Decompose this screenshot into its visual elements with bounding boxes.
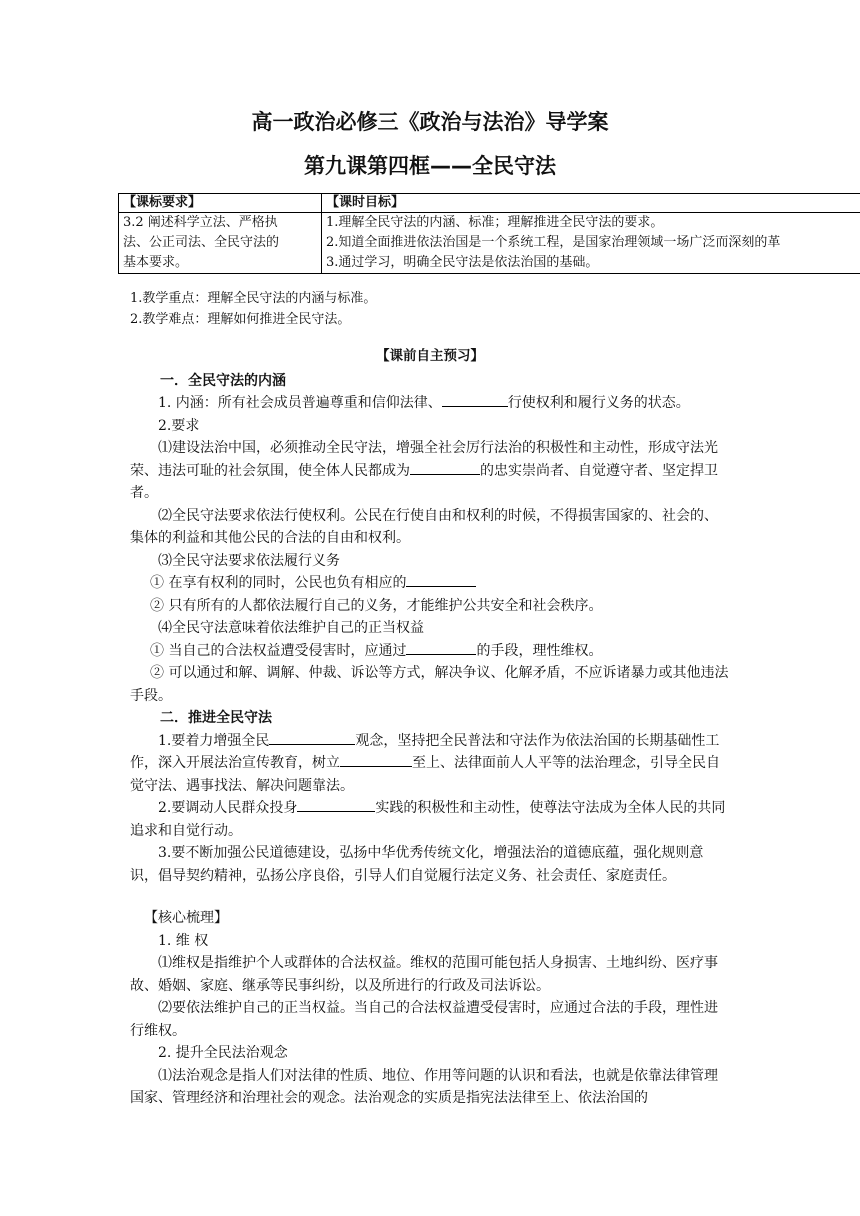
paragraph: ① 在享有权利的同时，公民也负有相应的	[130, 572, 730, 595]
paragraph: ② 只有所有的人都依法履行自己的义务，才能维护公共安全和社会秩序。	[150, 597, 603, 614]
paragraph: 1. 维 权	[158, 932, 209, 949]
fill-blank[interactable]	[340, 752, 412, 767]
paragraph: ⑵全民守法要求依法行使权利。公民在行使自由和权利的时候，不得损害国家的、社会的、集体的利益和其他公民的合法的自由和权利。	[130, 507, 718, 546]
preview-heading: 【课前自主预习】	[376, 348, 484, 364]
fill-blank[interactable]	[410, 460, 480, 475]
standards-header: 【课标要求】	[119, 194, 322, 213]
goal-line: 2.知道全面推进依法治国是一个系统工程，是国家治理领域一场广泛而深刻的革	[326, 235, 781, 250]
paragraph: ⑴维权是指维护个人或群体的合法权益。维权的范围可能包括人身损害、土地纠纷、医疗事故、婚姻、家庭、继承等民事纠纷，以及所进行的行政及司法诉讼。	[130, 955, 718, 994]
paragraph: 2.要求	[158, 417, 200, 434]
difficult-point: 2.教学难点：理解如何推进全民守法。	[130, 312, 351, 327]
fill-blank[interactable]	[406, 572, 476, 587]
paragraph: ⑴法治观念是指人们对法律的性质、地位、作用等问题的认识和看法，也就是依靠法律管理国家、管理经济和治理社会的观念。法治观念的实质是指宪法法律至上、依法治国的	[130, 1067, 718, 1106]
paragraph: ⑷全民守法意味着依法维护自己的正当权益	[158, 620, 424, 636]
paragraph: 1.要着力增强全民 观念，坚持把全民普法和守法作为依法治国的长期基础性工作，深入开展法治宣传教育，树立 至上、法律面前人人平等的法治理念，引导全民自觉守法、遇事找法、解决问题靠法。	[130, 730, 730, 798]
key-points	[130, 288, 376, 330]
main-content	[130, 345, 730, 1110]
goal-line: 3.通过学习，明确全民守法是依法治国的基础。	[326, 255, 599, 270]
fill-blank[interactable]	[442, 392, 508, 407]
table-header-row	[119, 194, 860, 213]
paragraph: ⑵要依法维护自己的正当权益。当自己的合法权益遭受侵害时，应通过合法的手段，理性进行维权。	[130, 1000, 718, 1039]
document-title: 高一政治必修三《政治与法治》导学案	[251, 110, 609, 134]
section-heading: 一．全民守法的内涵	[160, 372, 286, 389]
paragraph: ① 当自己的合法权益遭受侵害时，应通过 的手段，理性维权。	[130, 640, 730, 663]
objectives-table	[118, 193, 860, 274]
standards-line: 3.2 阐述科学立法、严格执	[123, 215, 278, 230]
goals-header: 【课时目标】	[322, 194, 860, 213]
key-point: 1.教学重点：理解全民守法的内涵与标准。	[130, 291, 377, 306]
section-heading: 二．推进全民守法	[160, 710, 272, 726]
paragraph: ② 可以通过和解、调解、仲裁、诉讼等方式，解决争议、化解矛盾，不应诉诸暴力或其他违法 手段。	[130, 665, 729, 704]
standards-line: 法、公正司法、全民守法的	[123, 235, 280, 250]
goals-cell	[322, 213, 860, 274]
core-heading: 【核心梳理】	[144, 910, 228, 926]
paragraph: ⑶全民守法要求依法履行义务	[158, 552, 340, 569]
paragraph: 2. 提升全民法治观念	[158, 1045, 288, 1061]
standards-cell	[119, 213, 322, 274]
paragraph: 1. 内涵：所有社会成员普遍尊重和信仰法律、 行使权利和履行义务的状态。	[130, 392, 730, 415]
paragraph: 2.要调动人民群众投身 实践的积极性和主动性，使尊法守法成为全体人民的共同追求和自觉行动。	[130, 797, 730, 842]
standards-line: 基本要求。	[123, 255, 189, 270]
lesson-title: 第九课第四框——全民守法	[304, 154, 556, 178]
paragraph: 3.要不断加强公民道德建设，弘扬中华优秀传统文化，增强法治的道德底蕴，强化规则意识，倡导契约精神，弘扬公序良俗，引导人们自觉履行法定义务、社会责任、家庭责任。	[130, 845, 704, 884]
table-row	[119, 213, 860, 274]
fill-blank[interactable]	[406, 640, 476, 655]
fill-blank[interactable]	[269, 730, 355, 745]
paragraph: ⑴建设法治中国，必须推动全民守法，增强全社会厉行法治的积极性和主动性，形成守法光 荣、违法可耻的社会氛围，使全体人民都成为 的忠实崇尚者、自觉遵守者、坚定捍卫者。	[130, 440, 718, 501]
fill-blank[interactable]	[297, 797, 375, 812]
goal-line: 1.理解全民守法的内涵、标准；理解推进全民守法的要求。	[326, 215, 664, 230]
